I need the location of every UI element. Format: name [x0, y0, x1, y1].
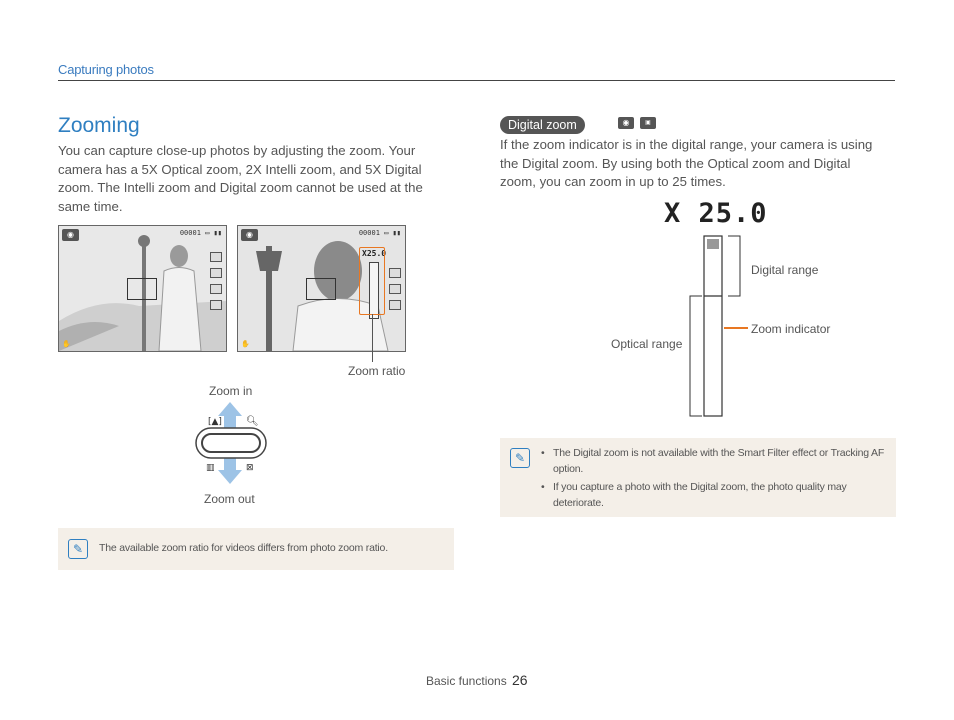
flash-icon: [389, 300, 401, 310]
shot-counter: 00001 ▭ ▮▮: [179, 229, 222, 237]
optical-range-label: Optical range: [611, 337, 683, 351]
zoom-in-label: Zoom in: [209, 384, 253, 398]
svg-text:⊠: ⊠: [246, 463, 254, 473]
note-right: [500, 438, 896, 517]
digital-zoom-pill: Digital zoom: [500, 116, 585, 134]
camera-mode-icon: ◉: [618, 117, 634, 129]
note-right-list: [541, 445, 887, 513]
focus-frame: [306, 278, 336, 300]
intro-paragraph: You can capture close-up photos by adjusting the zoom. Your camera has a 5X Optical zoom, 2X Intelli zoom, and 5X Digital zoom. The Intelli zoom and Digital zoom cannot be used at the same time.: [58, 143, 423, 214]
zoom-ratio-highlight: [359, 247, 385, 315]
section-header: Capturing photos: [58, 62, 154, 77]
note-icon: ✎: [68, 539, 88, 559]
flash-icon: [210, 300, 222, 310]
zoom-lever-diagram: [190, 400, 274, 488]
digital-zoom-paragraph: If the zoom indicator is in the digital range, your camera is using the Digital zoom. By using both the Optical zoom and Digital zoom, you can zoom in up to 25 times.: [500, 137, 873, 189]
shot-counter: 00001 ▭ ▮▮: [358, 229, 401, 237]
zoom-ratio-caption: Zoom ratio: [348, 364, 406, 378]
svg-text:[▲]: [▲]: [208, 417, 222, 427]
quality-icon: [389, 268, 401, 278]
zoom-out-label: Zoom out: [204, 492, 255, 506]
zoom-indicator-label: Zoom indicator: [751, 322, 831, 336]
footer-section-label: Basic functions: [426, 674, 507, 688]
note-left: [58, 528, 454, 570]
zoom-range-diagram: [680, 232, 760, 422]
scene-mode-icon: ▣: [640, 117, 656, 129]
ois-icon: ✋: [241, 341, 250, 348]
zoom-ratio-readout: X25.0: [362, 249, 387, 258]
page-title: Zooming: [58, 114, 140, 137]
svg-text:🔍︎: 🔍︎: [246, 416, 259, 427]
note-icon: ✎: [510, 448, 530, 468]
quality-icon: [210, 268, 222, 278]
svg-text:▥: ▥: [206, 463, 215, 473]
metering-icon: [389, 284, 401, 294]
digital-range-label: Digital range: [751, 263, 819, 277]
zoom-readout: X 25.0: [664, 198, 768, 229]
page-number: 26: [512, 672, 528, 688]
note-right-item: • The Digital zoom is not available with the Smart Filter effect or Tracking AF option.: [541, 445, 887, 477]
header-divider: [58, 80, 895, 81]
note-left-text: The available zoom ratio for videos differs from photo zoom ratio.: [99, 542, 388, 554]
ois-icon: ✋: [62, 341, 71, 348]
camera-screen-wide: [58, 225, 227, 352]
note-right-item: • If you capture a photo with the Digital zoom, the photo quality may deteriorate.: [541, 479, 887, 511]
camera-mode-icon: ◉: [62, 229, 79, 241]
focus-frame: [127, 278, 157, 300]
zoom-ratio-pointer: [372, 314, 373, 362]
metering-icon: [210, 284, 222, 294]
camera-mode-icon: ◉: [241, 229, 258, 241]
size-icon: [210, 252, 222, 262]
